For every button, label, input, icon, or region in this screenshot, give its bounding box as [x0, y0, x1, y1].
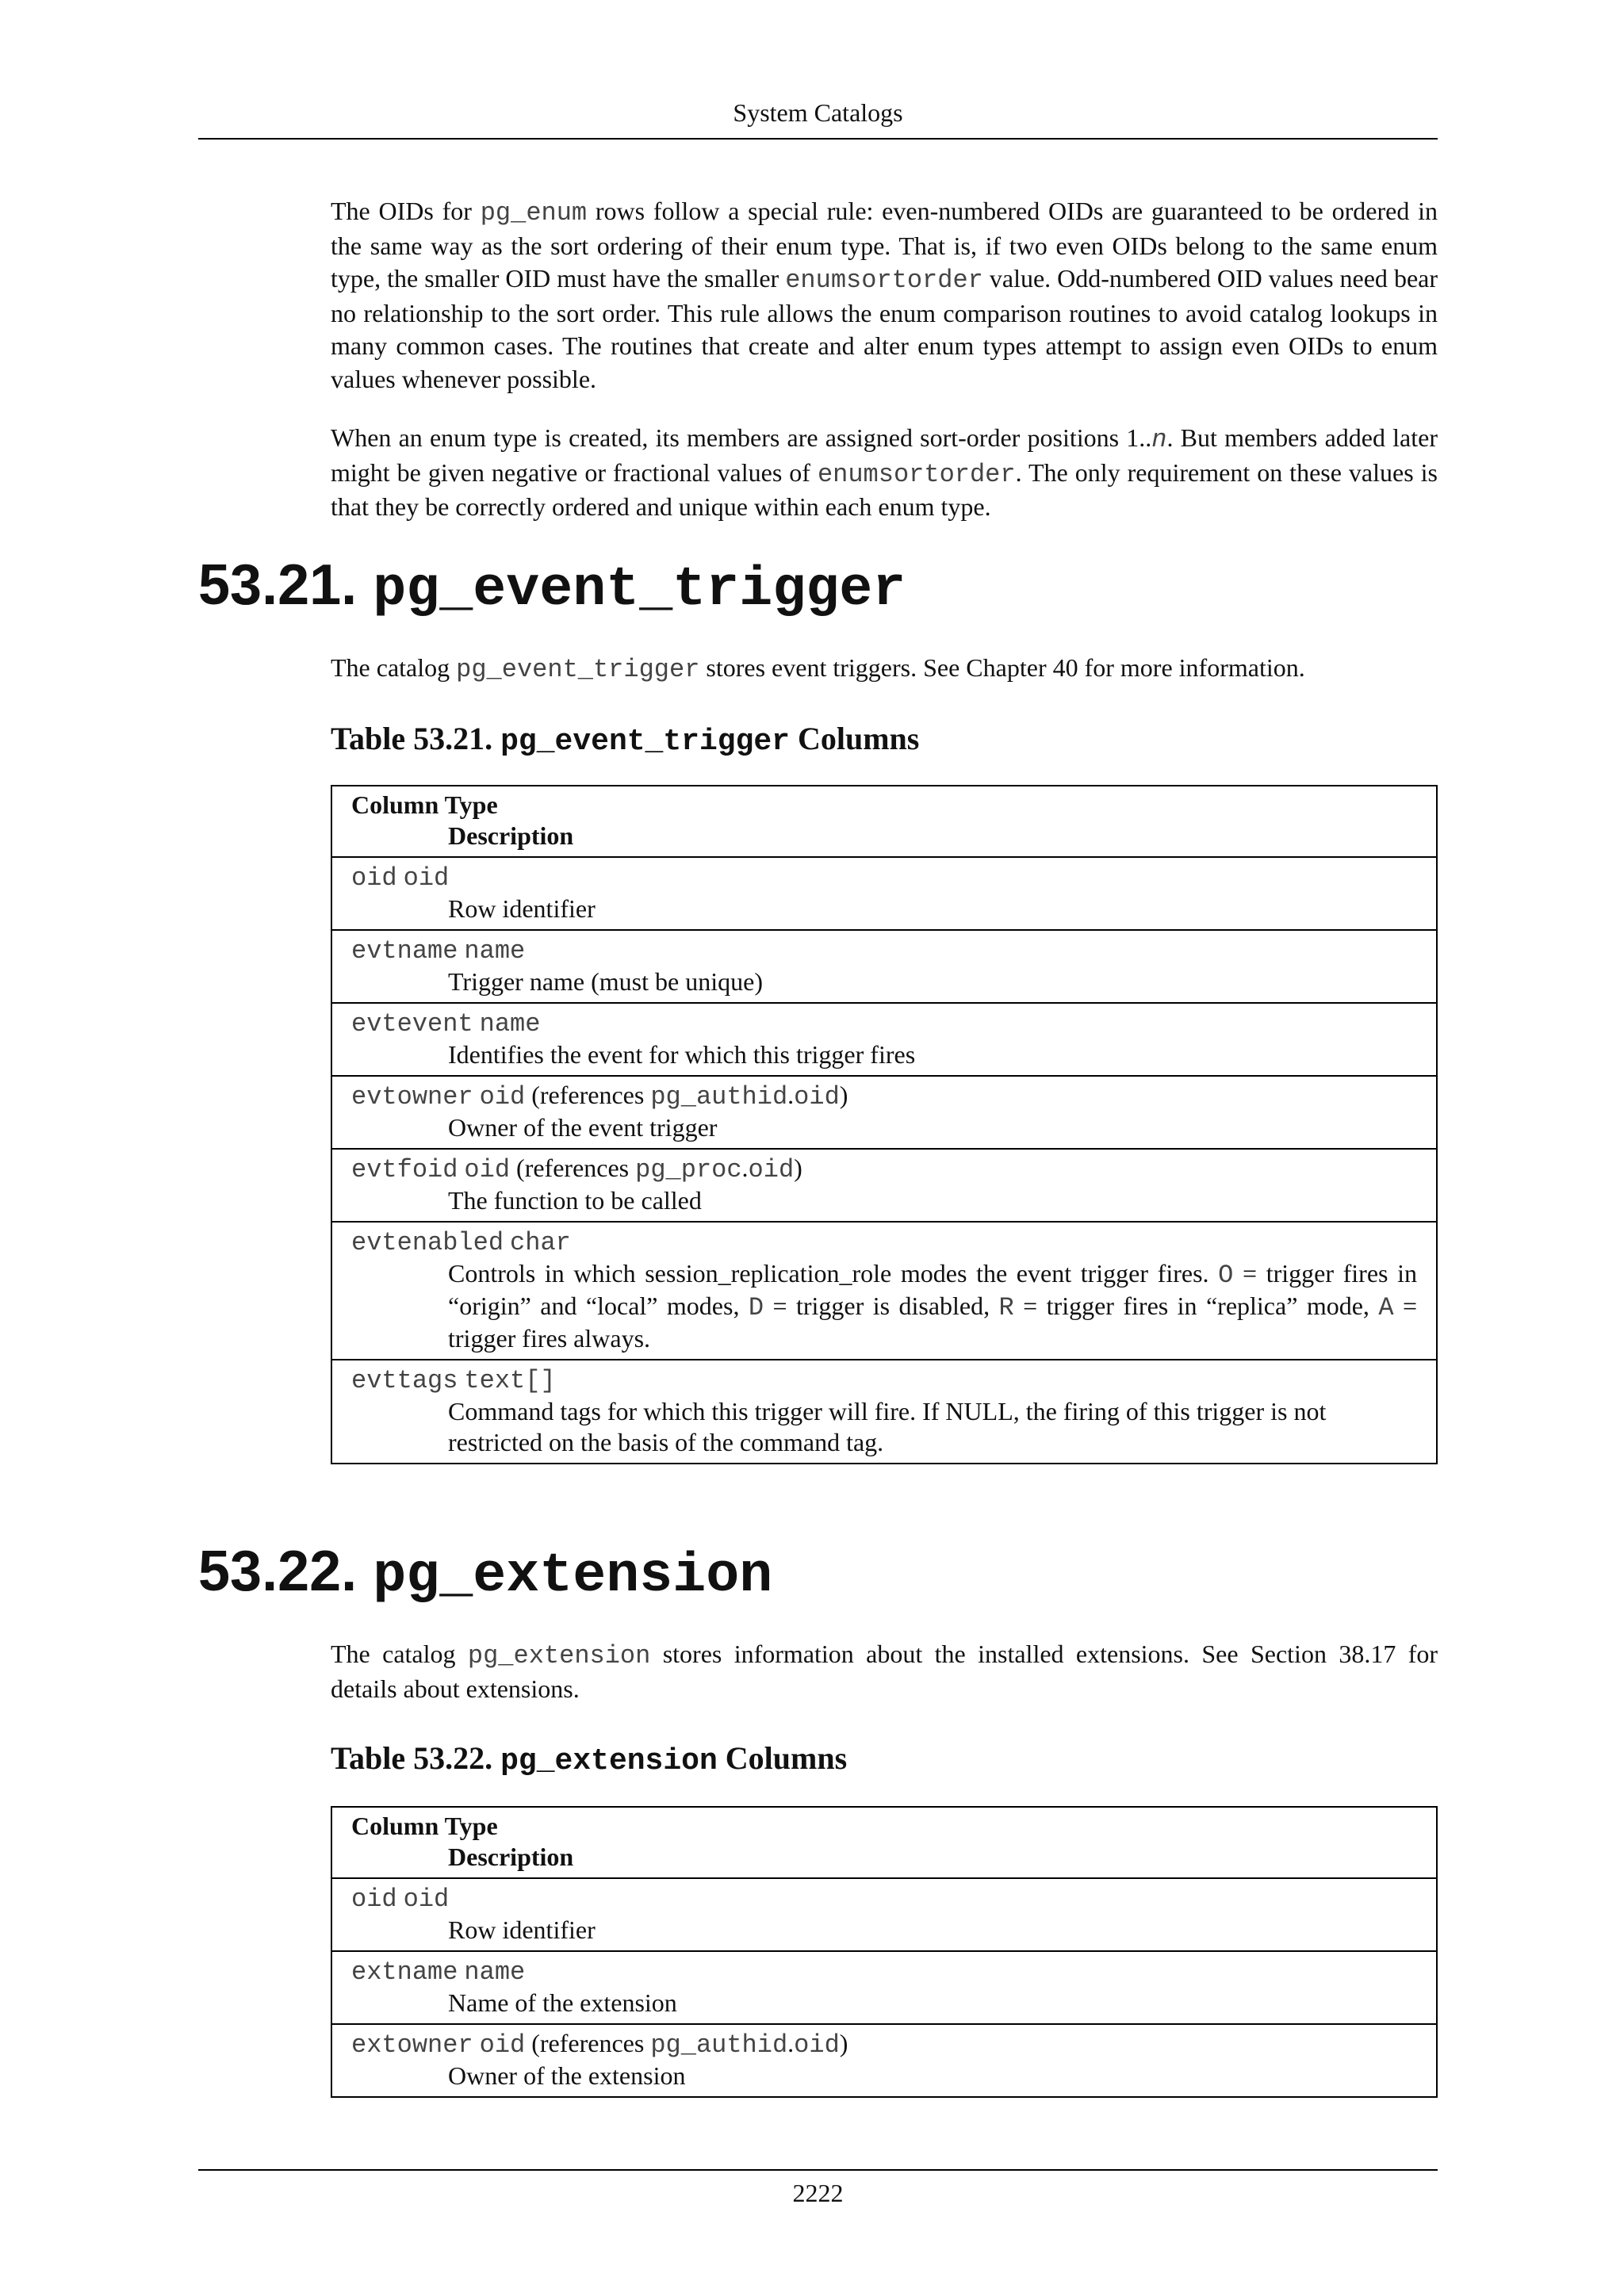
code-enumsortorder: enumsortorder	[817, 459, 1016, 489]
intro-paragraph-1: The OIDs for pg_enum rows follow a special rule: even-numbered OIDs are guaranteed to be ordered in the same way as the sort ordering of their enum type. That is, if two even OIDs belong to the same enum type, the smaller OID must have the smaller enumsortorder value. Odd-numbered OID values need bear no relationship to the sort order. This rule allows the enum comparison routines to avoid catalog lookups in many common cases. The routines that create and alter enum types attempt to assign even OIDs to enum values whenever possible.	[331, 197, 1438, 393]
table-row: evtevent name Identifies the event for which this trigger fires	[331, 1003, 1437, 1076]
section-21-description: The catalog pg_event_trigger stores event triggers. See Chapter 40 for more information.	[331, 653, 1305, 684]
page-header: System Catalogs	[198, 94, 1438, 140]
table-row: oid oid Row identifier	[331, 1878, 1437, 1951]
table-row: evtenabled char Controls in which session_replication_role modes the event trigger fires. O = trigger fires in “origin” and “local” modes, D = trigger is disabled, R = trigger fires in “replica” mode, A = trigger fires always.	[331, 1222, 1437, 1360]
table-title-53-22: Table 53.22. pg_extension Columns	[331, 1740, 848, 1778]
section-heading-53-21: 53.21. pg_event_trigger	[198, 553, 906, 622]
intro-paragraph-2: When an enum type is created, its members are assigned sort-order positions 1..n. But members added later might be given negative or fractional values of enumsortorder. The only requirement on these values is that they be correctly ordered and unique within each enum type.	[331, 423, 1438, 521]
table-row: evtfoid oid (references pg_proc.oid) The function to be called	[331, 1149, 1437, 1222]
table-row: evtname name Trigger name (must be unique)	[331, 930, 1437, 1003]
table-row: extname name Name of the extension	[331, 1951, 1437, 2024]
table-pg-event-trigger	[331, 785, 1438, 1464]
table-row: oid oid Row identifier	[331, 857, 1437, 930]
table-title-53-21: Table 53.21. pg_event_trigger Columns	[331, 721, 920, 759]
table-row: evtowner oid (references pg_authid.oid) Owner of the event trigger	[331, 1076, 1437, 1149]
code-enumsortorder: enumsortorder	[785, 266, 983, 295]
code-pg-enum: pg_enum	[480, 198, 588, 228]
table-row: evttags text[] Command tags for which this trigger will fire. If NULL, the firing of this trigger is not restricted on the basis of the command tag.	[331, 1360, 1437, 1464]
table-header-row: Column Type Description	[331, 786, 1437, 857]
table-header-row: Column Type Description	[331, 1807, 1437, 1878]
section-22-description: The catalog pg_extension stores information about the installed extensions. See Section 38.17 for details about extensions.	[331, 1640, 1438, 1703]
page-number: 2222	[198, 2169, 1438, 2208]
table-row: extowner oid (references pg_authid.oid) Owner of the extension	[331, 2024, 1437, 2097]
section-heading-53-22: 53.22. pg_extension	[198, 1540, 773, 1608]
table-pg-extension	[331, 1806, 1438, 2098]
